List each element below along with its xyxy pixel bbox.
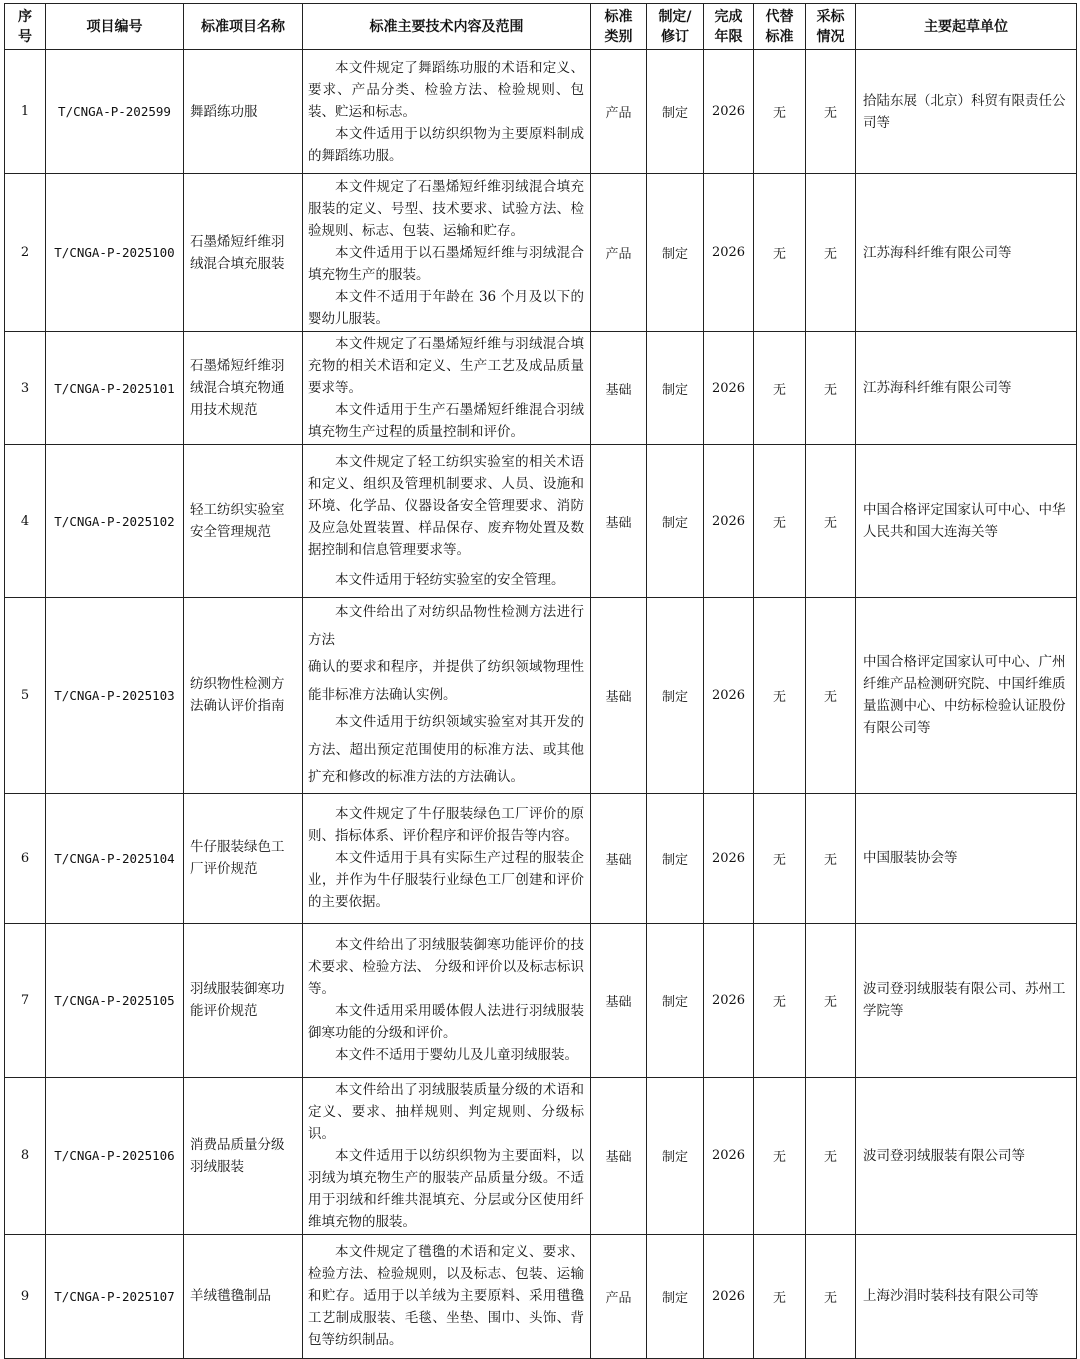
scope-paragraph: 本文件适用于纺织领域实验室对其开发的方法、超出预定范围使用的标准方法、或其他扩充和修改的标准方法的方法确认。 (308, 714, 584, 785)
cell-name: 石墨烯短纤维羽绒混合填充服装 (184, 174, 303, 332)
cell-scope (303, 923, 591, 1077)
cell-replace: 无 (754, 1077, 806, 1234)
cell-seq: 9 (5, 1234, 46, 1358)
header-category: 标准 类别 (591, 4, 647, 50)
cell-deadline: 2026 (704, 1077, 754, 1234)
cell-replace: 无 (754, 923, 806, 1077)
scope-paragraph: 本文件适用采用暖体假人法进行羽绒服装御寒功能的分级和评价。 (308, 1003, 584, 1041)
cell-name: 牛仔服装绿色工厂评价规范 (184, 793, 303, 923)
header-adopt: 采标 情况 (806, 4, 856, 50)
cell-seq: 3 (5, 332, 46, 445)
cell-deadline: 2026 (704, 598, 754, 794)
cell-drafter: 波司登羽绒服装有限公司等 (856, 1077, 1077, 1234)
scope-paragraph: 本文件适用于以纺织织物为主要面料，以羽绒为填充物生产的服装产品质量分级。不适用于羽绒和纤维共混填充、分层或分区使用纤维填充物的服装。 (308, 1147, 584, 1230)
cell-seq: 8 (5, 1077, 46, 1234)
table-row (5, 174, 1077, 332)
cell-adopt: 无 (806, 923, 856, 1077)
cell-category: 基础 (591, 445, 647, 598)
cell-name: 羽绒服装御寒功能评价规范 (184, 923, 303, 1077)
cell-seq: 4 (5, 445, 46, 598)
cell-code: T/CNGA-P-2025107 (46, 1234, 184, 1358)
cell-deadline: 2026 (704, 174, 754, 332)
cell-code: T/CNGA-P-2025102 (46, 445, 184, 598)
cell-seq: 5 (5, 598, 46, 794)
cell-type: 制定 (647, 445, 704, 598)
cell-type: 制定 (647, 923, 704, 1077)
cell-replace: 无 (754, 332, 806, 445)
table-row (5, 1234, 1077, 1358)
cell-scope (303, 332, 591, 445)
table-row (5, 1077, 1077, 1234)
cell-drafter: 中国合格评定国家认可中心、中华人民共和国大连海关等 (856, 445, 1077, 598)
scope-paragraph: 本文件适用于以纺织织物为主要原料制成的舞蹈练功服。 (308, 125, 584, 164)
table-row (5, 50, 1077, 174)
scope-paragraph: 本文件规定了轻工纺织实验室的相关术语和定义、组织及管理机制要求、人员、设施和环境、化学品、仪器设备安全管理要求、消防及应急处置装置、样品保存、废弃物处置及数据控制和信息管理要求等。 (308, 454, 584, 558)
cell-seq: 2 (5, 174, 46, 332)
cell-deadline: 2026 (704, 1234, 754, 1358)
scope-paragraph: 本文件给出了羽绒服装御寒功能评价的技术要求、检验方法、 分级和评价以及标志标识等。 (308, 937, 584, 997)
standards-table (4, 3, 1077, 1359)
scope-paragraph: 本文件规定了氆氇的术语和定义、要求、检验方法、检验规则，以及标志、包装、运输和贮存。适用于以羊绒为主要原料、采用氆氇工艺制成服装、毛毯、坐垫、围巾、头饰、背包等纺织制品。 (308, 1244, 584, 1348)
cell-adopt: 无 (806, 1234, 856, 1358)
scope-paragraph: 本文件适用于生产石墨烯短纤维混合羽绒填充物生产过程的质量控制和评价。 (308, 402, 584, 440)
cell-replace: 无 (754, 793, 806, 923)
cell-adopt: 无 (806, 445, 856, 598)
scope-paragraph: 本文件给出了羽绒服装质量分级的术语和定义、要求、抽样规则、判定规则、分级标识。 (308, 1081, 584, 1142)
cell-drafter: 江苏海科纤维有限公司等 (856, 332, 1077, 445)
scope-paragraph: 本文件规定了石墨烯短纤维羽绒混合填充服装的定义、号型、技术要求、试验方法、检验规则、标志、包装、运输和贮存。 (308, 178, 584, 239)
cell-drafter: 江苏海科纤维有限公司等 (856, 174, 1077, 332)
cell-scope (303, 598, 591, 794)
scope-paragraph: 确认的要求和程序，并提供了纺织领域物理性能非标准方法确认实例。 (308, 659, 584, 703)
cell-type: 制定 (647, 793, 704, 923)
scope-paragraph: 本文件适用于以石墨烯短纤维与羽绒混合填充物生产的服装。 (308, 244, 584, 283)
cell-adopt: 无 (806, 174, 856, 332)
scope-paragraph: 本文件规定了舞蹈练功服的术语和定义、要求、产品分类、检验方法、检验规则、包装、贮运和标志。 (308, 59, 584, 120)
cell-category: 产品 (591, 50, 647, 174)
cell-seq: 1 (5, 50, 46, 174)
cell-type: 制定 (647, 332, 704, 445)
header-code: 项目编号 (46, 4, 184, 50)
cell-drafter: 上海沙涓时装科技有限公司等 (856, 1234, 1077, 1358)
cell-name: 羊绒氆氇制品 (184, 1234, 303, 1358)
cell-adopt: 无 (806, 793, 856, 923)
cell-code: T/CNGA-P-2025105 (46, 923, 184, 1077)
cell-replace: 无 (754, 174, 806, 332)
cell-code: T/CNGA-P-2025100 (46, 174, 184, 332)
cell-adopt: 无 (806, 50, 856, 174)
cell-scope (303, 793, 591, 923)
cell-adopt: 无 (806, 598, 856, 794)
cell-type: 制定 (647, 1234, 704, 1358)
cell-scope (303, 1234, 591, 1358)
scope-paragraph: 本文件规定了石墨烯短纤维与羽绒混合填充物的相关术语和定义、生产工艺及成品质量要求等。 (308, 336, 584, 396)
cell-category: 基础 (591, 923, 647, 1077)
cell-category: 基础 (591, 598, 647, 794)
scope-paragraph: 本文件不适用于婴幼儿及儿童羽绒服装。 (335, 1047, 578, 1063)
cell-name: 纺织物性检测方法确认评价指南 (184, 598, 303, 794)
cell-name: 消费品质量分级羽绒服装 (184, 1077, 303, 1234)
cell-code: T/CNGA-P-2025103 (46, 598, 184, 794)
table-row (5, 793, 1077, 923)
cell-replace: 无 (754, 50, 806, 174)
cell-code: T/CNGA-P-2025101 (46, 332, 184, 445)
cell-code: T/CNGA-P-2025106 (46, 1077, 184, 1234)
cell-type: 制定 (647, 598, 704, 794)
cell-drafter: 波司登羽绒服装有限公司、苏州工学院等 (856, 923, 1077, 1077)
cell-scope (303, 445, 591, 598)
cell-code: T/CNGA-P-202599 (46, 50, 184, 174)
cell-name: 轻工纺织实验室安全管理规范 (184, 445, 303, 598)
cell-category: 产品 (591, 174, 647, 332)
cell-seq: 6 (5, 793, 46, 923)
scope-paragraph: 本文件适用于具有实际生产过程的服装企业，并作为牛仔服装行业绿色工厂创建和评价的主要依据。 (308, 850, 584, 910)
header-deadline: 完成 年限 (704, 4, 754, 50)
cell-adopt: 无 (806, 1077, 856, 1234)
cell-type: 制定 (647, 1077, 704, 1234)
cell-category: 基础 (591, 332, 647, 445)
header-row (5, 4, 1077, 50)
cell-deadline: 2026 (704, 923, 754, 1077)
cell-scope (303, 1077, 591, 1234)
cell-replace: 无 (754, 445, 806, 598)
header-type: 制定/ 修订 (647, 4, 704, 50)
cell-category: 基础 (591, 1077, 647, 1234)
cell-drafter: 拾陆东展（北京）科贸有限责任公司等 (856, 50, 1077, 174)
scope-paragraph: 本文件规定了牛仔服装绿色工厂评价的原则、指标体系、评价程序和评价报告等内容。 (308, 806, 584, 844)
cell-code: T/CNGA-P-2025104 (46, 793, 184, 923)
cell-category: 基础 (591, 793, 647, 923)
table-row (5, 445, 1077, 598)
cell-scope (303, 50, 591, 174)
cell-deadline: 2026 (704, 50, 754, 174)
header-scope: 标准主要技术内容及范围 (303, 4, 591, 50)
table-row (5, 923, 1077, 1077)
cell-drafter: 中国合格评定国家认可中心、广州纤维产品检测研究院、中国纤维质量监测中心、中纺标检验认证股份有限公司等 (856, 598, 1077, 794)
table-row (5, 332, 1077, 445)
table-row (5, 598, 1077, 794)
cell-name: 舞蹈练功服 (184, 50, 303, 174)
cell-drafter: 中国服装协会等 (856, 793, 1077, 923)
cell-category: 产品 (591, 1234, 647, 1358)
header-seq: 序 号 (5, 4, 46, 50)
scope-paragraph: 本文件适用于轻纺实验室的安全管理。 (335, 572, 565, 588)
scope-paragraph: 本文件不适用于年龄在 36 个月及以下的婴幼儿服装。 (308, 288, 584, 327)
cell-seq: 7 (5, 923, 46, 1077)
cell-scope (303, 174, 591, 332)
cell-type: 制定 (647, 50, 704, 174)
cell-deadline: 2026 (704, 445, 754, 598)
cell-replace: 无 (754, 1234, 806, 1358)
cell-adopt: 无 (806, 332, 856, 445)
header-drafter: 主要起草单位 (856, 4, 1077, 50)
cell-deadline: 2026 (704, 332, 754, 445)
header-name: 标准项目名称 (184, 4, 303, 50)
cell-deadline: 2026 (704, 793, 754, 923)
header-replace: 代替 标准 (754, 4, 806, 50)
cell-type: 制定 (647, 174, 704, 332)
scope-paragraph: 本文件给出了对纺织品物性检测方法进行方法 (308, 604, 584, 648)
cell-name: 石墨烯短纤维羽绒混合填充物通用技术规范 (184, 332, 303, 445)
cell-replace: 无 (754, 598, 806, 794)
